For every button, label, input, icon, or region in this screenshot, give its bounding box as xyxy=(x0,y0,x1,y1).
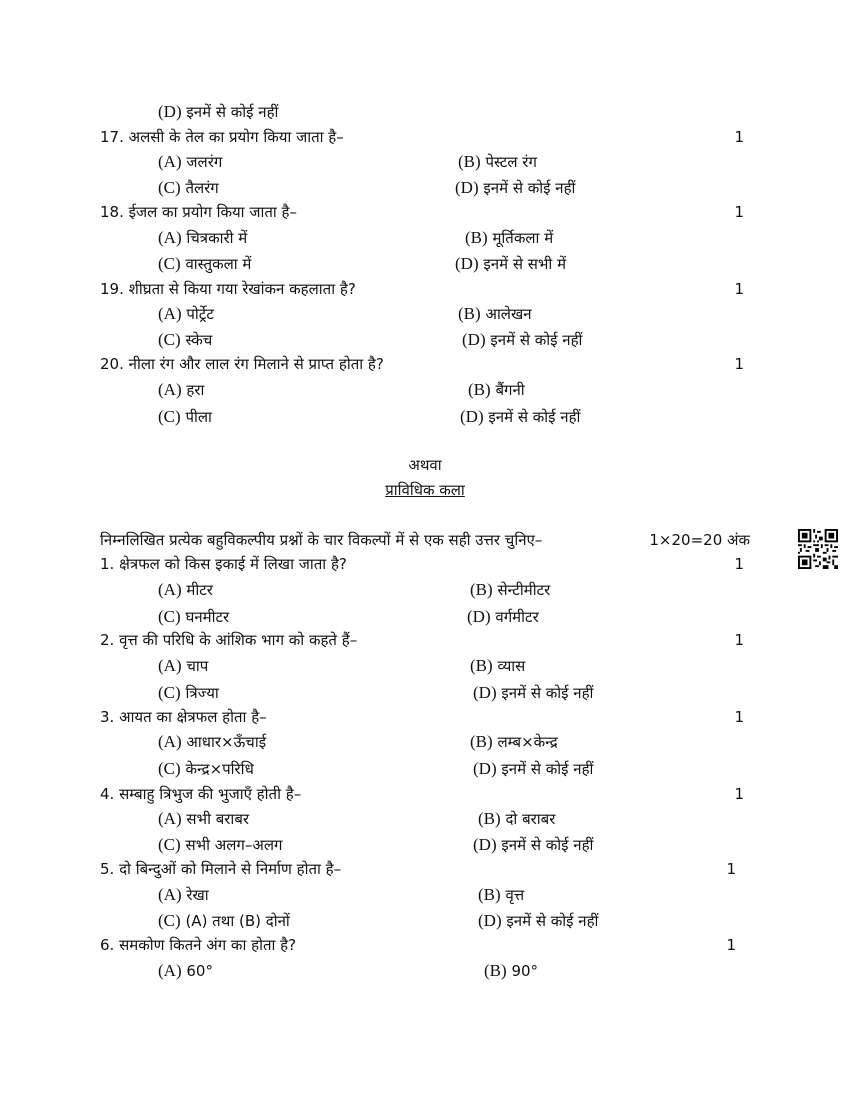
question-mark: 1 xyxy=(734,555,744,573)
question-text: 18. ईजल का प्रयोग किया जाता है– xyxy=(100,203,298,221)
question-5 xyxy=(100,857,750,881)
question-17 xyxy=(100,125,750,149)
q19-option-b: (B) आलेखन xyxy=(458,304,532,323)
question-1 xyxy=(100,552,750,576)
question-mark: 1 xyxy=(734,355,744,373)
q3-option-c: (C) केन्द्र×परिधि xyxy=(158,759,254,778)
q20-option-b: (B) बैंगनी xyxy=(468,380,525,399)
q19-option-c: (C) स्केच xyxy=(158,330,213,349)
q4-option-a: (A) सभी बराबर xyxy=(158,809,250,828)
question-text: 17. अलसी के तेल का प्रयोग किया जाता है– xyxy=(100,128,344,146)
question-text: 5. दो बिन्दुओं को मिलाने से निर्माण होता है– xyxy=(100,860,342,878)
q3-option-a: (A) आधार×ऊँचाई xyxy=(158,732,267,751)
q1-option-c: (C) घनमीटर xyxy=(158,607,230,626)
option-letter: (D) xyxy=(158,102,182,121)
q6-option-b: (B) 90° xyxy=(484,961,539,980)
question-mark: 1 xyxy=(734,708,744,726)
q20-option-a: (A) हरा xyxy=(158,380,205,399)
question-mark: 1 xyxy=(734,280,744,298)
instruction-line xyxy=(100,528,750,552)
q1-option-a: (A) मीटर xyxy=(158,580,213,599)
q18-option-a: (A) चित्रकारी में xyxy=(158,228,248,247)
question-text: 2. वृत्त की परिधि के आंशिक भाग को कहते हैं– xyxy=(100,631,358,649)
q5-option-a: (A) रेखा xyxy=(158,885,209,904)
option-text: इनमें से कोई नहीं xyxy=(186,103,279,121)
q19-option-d: (D) इनमें से कोई नहीं xyxy=(462,330,583,349)
q20-option-d: (D) इनमें से कोई नहीं xyxy=(460,407,581,426)
q5-option-d: (D) इनमें से कोई नहीं xyxy=(478,911,599,930)
q2-option-c: (C) त्रिज्या xyxy=(158,683,219,702)
question-text: 19. शीघ्रता से किया गया रेखांकन कहलाता है? xyxy=(100,280,356,298)
question-3 xyxy=(100,705,750,729)
question-text: 20. नीला रंग और लाल रंग मिलाने से प्राप्त होता है? xyxy=(100,355,384,373)
question-mark: 1 xyxy=(734,128,744,146)
q6-option-a: (A) 60° xyxy=(158,961,213,980)
instruction-text: निम्नलिखित प्रत्येक बहुविकल्पीय प्रश्नों के चार विकल्पों में से एक सही उत्तर चुनिए– xyxy=(100,531,543,549)
question-text: 3. आयत का क्षेत्रफल होता है– xyxy=(100,708,267,726)
qr-code-icon xyxy=(798,529,838,569)
q5-option-b: (B) वृत्त xyxy=(478,885,525,904)
q17-option-c: (C) तैलरंग xyxy=(158,178,219,197)
question-6 xyxy=(100,933,750,957)
option-d-continued xyxy=(158,99,278,125)
q5-option-c: (C) (A) तथा (B) दोनों xyxy=(158,911,290,930)
q17-option-d: (D) इनमें से कोई नहीं xyxy=(455,178,576,197)
q19-option-a: (A) पोर्ट्रेट xyxy=(158,304,214,323)
q4-option-d: (D) इनमें से कोई नहीं xyxy=(473,835,594,854)
question-mark: 1 xyxy=(726,860,736,878)
q2-option-b: (B) व्यास xyxy=(470,656,526,675)
q2-option-a: (A) चाप xyxy=(158,656,209,675)
q4-option-b: (B) दो बराबर xyxy=(478,809,556,828)
q4-option-c: (C) सभी अलग–अलग xyxy=(158,835,283,854)
question-mark: 1 xyxy=(734,631,744,649)
q1-option-d: (D) वर्गमीटर xyxy=(467,607,539,626)
q17-option-b: (B) पेस्टल रंग xyxy=(458,152,537,171)
q1-option-b: (B) सेन्टीमीटर xyxy=(470,580,551,599)
total-marks: 1×20=20 अंक xyxy=(649,531,750,549)
question-text: 1. क्षेत्रफल को किस इकाई में लिखा जाता है? xyxy=(100,555,347,573)
question-mark: 1 xyxy=(734,203,744,221)
question-text: 6. समकोण कितने अंग का होता है? xyxy=(100,936,297,954)
question-2 xyxy=(100,628,750,652)
q18-option-b: (B) मूर्तिकला में xyxy=(465,228,554,247)
question-text: 4. सम्बाहु त्रिभुज की भुजाएँ होती है– xyxy=(100,785,302,803)
athava-heading: अथवा xyxy=(408,456,442,474)
q18-option-d: (D) इनमें से सभी में xyxy=(455,254,567,273)
q18-option-c: (C) वास्तुकला में xyxy=(158,254,252,273)
question-20 xyxy=(100,352,750,376)
section-title: प्राविधिक कला xyxy=(385,481,465,499)
question-19 xyxy=(100,277,750,301)
q2-option-d: (D) इनमें से कोई नहीं xyxy=(473,683,594,702)
question-mark: 1 xyxy=(734,785,744,803)
q17-option-a: (A) जलरंग xyxy=(158,152,223,171)
question-4 xyxy=(100,782,750,806)
question-mark: 1 xyxy=(726,936,736,954)
q20-option-c: (C) पीला xyxy=(158,407,212,426)
question-18 xyxy=(100,200,750,224)
q3-option-d: (D) इनमें से कोई नहीं xyxy=(473,759,594,778)
q3-option-b: (B) लम्ब×केन्द्र xyxy=(470,732,558,751)
